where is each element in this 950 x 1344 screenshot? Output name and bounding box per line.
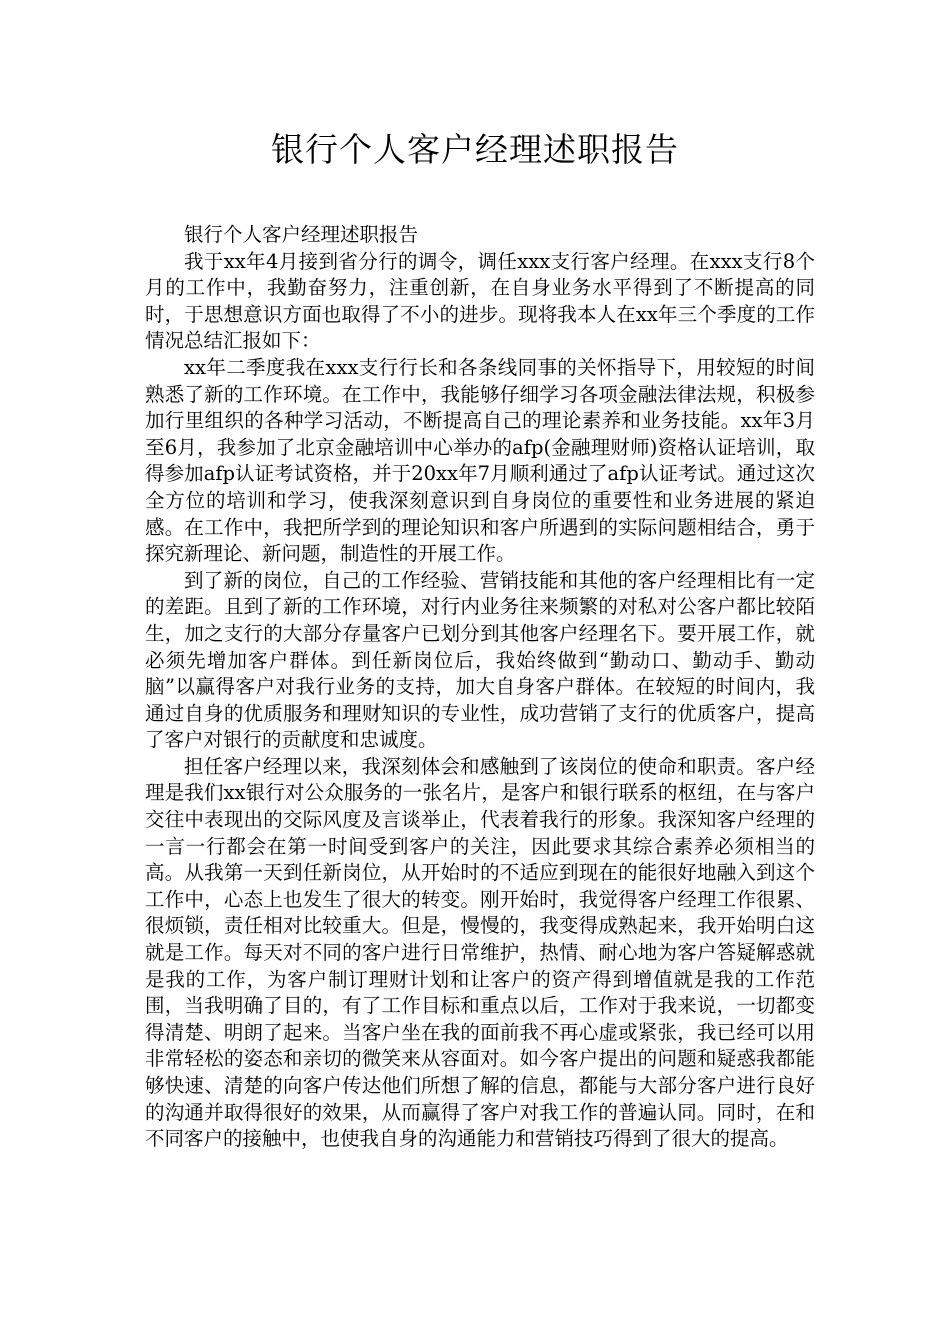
paragraph: 到了新的岗位，自己的工作经验、营销技能和其他的客户经理相比有一定的差距。且到了新的工作环境，对行内业务往来频繁的对私对公客户都比较陌生，加之支行的大部分存量客户已划分到其他客户经理名下。要开展工作，就必须先增加客户群体。到任新岗位后，我始终做到“勤动口、勤动手、勤动脑”以赢得客户对我行业务的支持，加大自身客户群体。在较短的时间内，我通过自身的优质服务和理财知识的专业性，成功营销了支行的优质客户，提高了客户对银行的贡献度和忠诚度。 bbox=[145, 568, 815, 752]
document-title: 银行个人客户经理述职报告 bbox=[271, 130, 679, 169]
paragraph: 担任客户经理以来，我深刻体会和感触到了该岗位的使命和职责。客户经理是我们xx银行对公众服务的一张名片，是客户和银行联系的枢纽，在与客户交往中表现出的交际风度及言谈举止，代表着我行的形象。我深知客户经理的一言一行都会在第一时间受到客户的关注，因此要求其综合素养必须相当的高。从我第一天到任新岗位，从开始时的不适应到现在的能很好地融入到这个工作中，心态上也发生了很大的转变。刚开始时，我觉得客户经理工作很累、很烦锁，责任相对比较重大。但是，慢慢的，我变得成熟起来，我开始明白这就是工作。每天对不同的客户进行日常维护，热情、耐心地为客户答疑解惑就是我的工作，为客户制订理财计划和让客户的资产得到增值就是我的工作范围，当我明确了目的，有了工作目标和重点以后，工作对于我来说，一切都变得清楚、明朗了起来。当客户坐在我的面前我不再心虚或紧张，我已经可以用非常轻松的姿态和亲切的微笑来从容面对。如今客户提出的问题和疑惑我都能够快速、清楚的向客户传达他们所想了解的信息，都能与大部分客户进行良好的沟通并取得很好的效果，从而赢得了客户对我工作的普遍认同。同时，在和不同客户的接触中，也使我自身的沟通能力和营销技巧得到了很大的提高。 bbox=[145, 754, 815, 1151]
paragraph: xx年二季度我在xxx支行行长和各条线同事的关怀指导下，用较短的时间熟悉了新的工作环境。在工作中，我能够仔细学习各项金融法律法规，积极参加行里组织的各种学习活动，不断提高自己的理论素养和业务技能。xx年3月至6月，我参加了北京金融培训中心举办的afp(金融理财师)资格认证培训，取得参加afp认证考试资格，并于20xx年7月顺利通过了afp认证考试。通过这次全方位的培训和学习，使我深刻意识到自身岗位的重要性和业务进展的紧迫感。在工作中，我把所学到的理论知识和客户所遇到的实际问题相结合，勇于探究新理论、新问题，制造性的开展工作。 bbox=[145, 355, 815, 566]
document-body bbox=[145, 222, 815, 1153]
paragraph-heading: 银行个人客户经理述职报告 bbox=[184, 223, 419, 246]
paragraph: 我于xx年4月接到省分行的调令，调任xxx支行客户经理。在xxx支行8个月的工作中，我勤奋努力，注重创新，在自身业务水平得到了不断提高的同时，于思想意识方面也取得了不小的进步。现将我本人在xx年三个季度的工作情况总结汇报如下： bbox=[145, 249, 815, 353]
